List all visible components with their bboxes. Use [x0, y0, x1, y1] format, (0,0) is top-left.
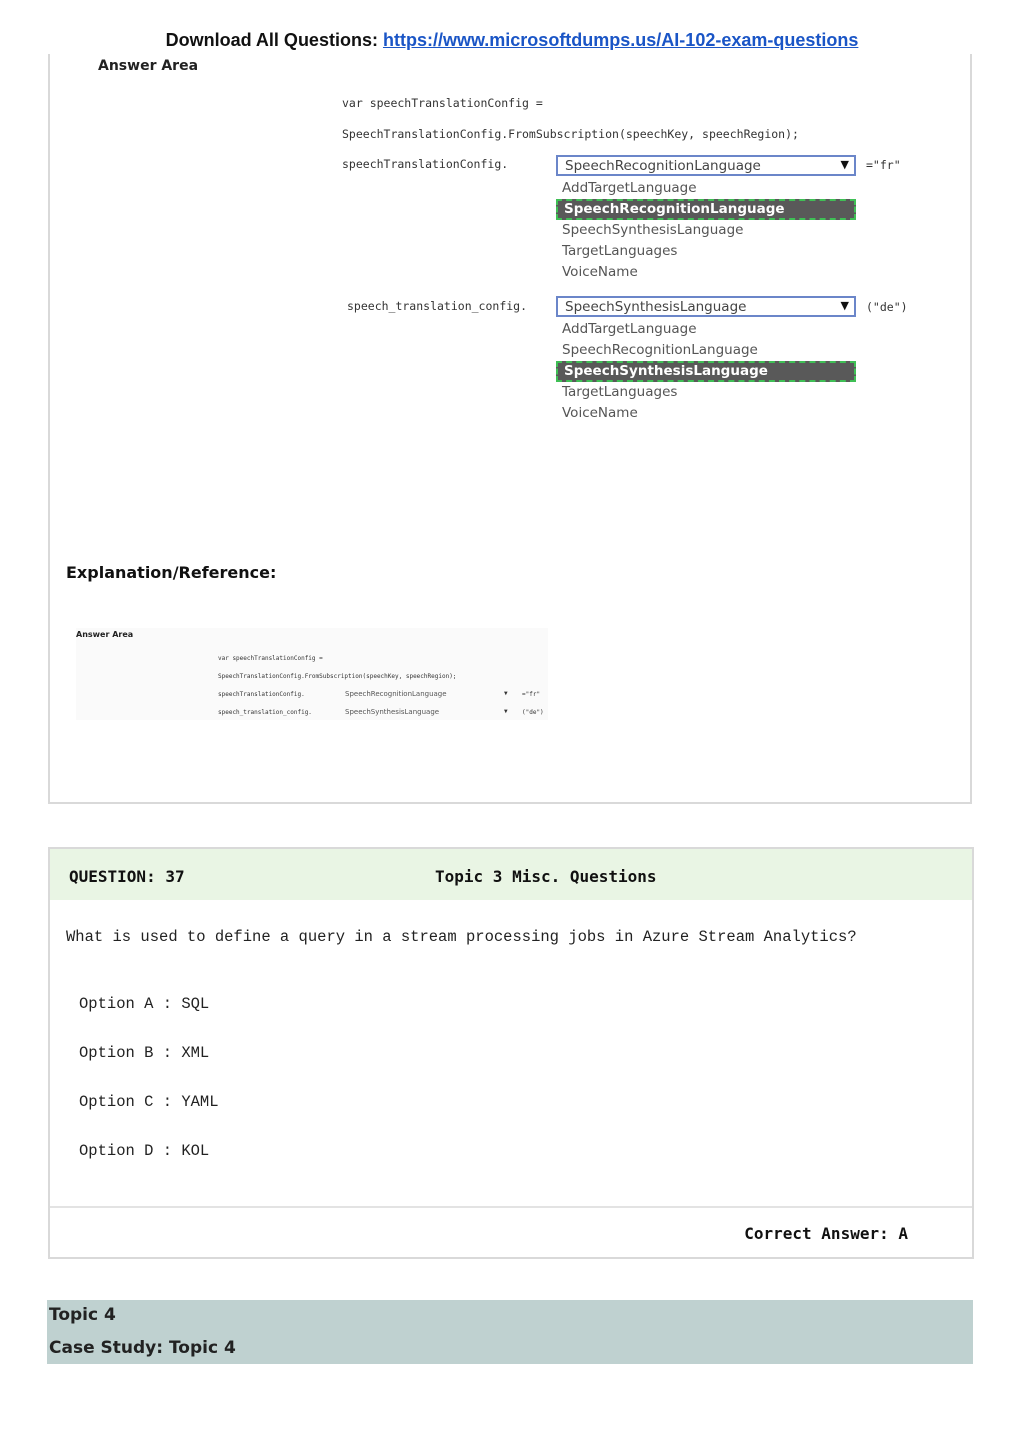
code-line-4: speech_translation_config. — [347, 299, 528, 313]
option-b: Option B : XML — [79, 1044, 210, 1062]
topic-4-banner — [47, 1300, 973, 1364]
dropdown2-option-selected[interactable]: SpeechSynthesisLanguage — [556, 361, 856, 382]
question-37-box — [48, 847, 974, 1259]
answer-divider — [50, 1206, 972, 1208]
option-a: Option A : SQL — [79, 995, 210, 1013]
mini-dropdown-arrow-icon: ▼ — [504, 708, 508, 715]
download-header — [0, 30, 1024, 51]
recognition-language-dropdown[interactable] — [556, 155, 856, 176]
explanation-answer-image — [76, 628, 548, 720]
dropdown2-option[interactable]: VoiceName — [562, 405, 638, 421]
dropdown1-option[interactable]: SpeechSynthesisLanguage — [562, 222, 744, 238]
mini-line-3-suffix: ="fr" — [522, 691, 541, 698]
answer-area-title: Answer Area — [98, 58, 199, 74]
question-text: What is used to define a query in a stream processing jobs in Azure Stream Analytics? — [66, 928, 857, 946]
mini-line-4-suffix: ("de") — [522, 709, 544, 716]
question-number: QUESTION: 37 — [69, 867, 185, 886]
explanation-title: Explanation/Reference: — [66, 563, 277, 582]
dropdown2-option[interactable]: AddTargetLanguage — [562, 321, 697, 337]
mini-code-line-4: speech_translation_config. — [218, 709, 312, 716]
mini-line-3-value: SpeechRecognitionLanguage — [345, 690, 447, 698]
dropdown-selected-value: SpeechSynthesisLanguage — [565, 299, 747, 315]
download-label: Download All Questions: — [165, 30, 378, 50]
dropdown-arrow-icon: ▼ — [840, 299, 849, 312]
dropdown1-option[interactable]: AddTargetLanguage — [562, 180, 697, 196]
code-line-4-suffix: ("de") — [866, 300, 908, 314]
code-line-1: var speechTranslationConfig = — [342, 96, 543, 110]
topic-title: Topic 4 — [49, 1305, 116, 1325]
synthesis-language-dropdown[interactable] — [556, 296, 856, 317]
mini-code-line-3: speechTranslationConfig. — [218, 691, 305, 698]
code-line-3: speechTranslationConfig. — [342, 157, 509, 171]
download-link[interactable]: https://www.microsoftdumps.us/AI-102-exam-questions — [382, 30, 859, 50]
mini-dropdown-arrow-icon: ▼ — [504, 690, 508, 697]
code-line-3-suffix: ="fr" — [866, 158, 901, 172]
dropdown2-option[interactable]: TargetLanguages — [562, 384, 678, 400]
option-d: Option D : KOL — [79, 1142, 210, 1160]
dropdown1-option[interactable]: VoiceName — [562, 264, 638, 280]
mini-code-line-2: SpeechTranslationConfig.FromSubscription(speechKey, speechRegion); — [218, 673, 457, 680]
dropdown-selected-value: SpeechRecognitionLanguage — [565, 158, 761, 174]
mini-line-4-value: SpeechSynthesisLanguage — [345, 708, 440, 716]
dropdown-arrow-icon: ▼ — [840, 158, 849, 171]
mini-answer-area-title: Answer Area — [76, 630, 134, 639]
question-header — [50, 849, 972, 900]
option-c: Option C : YAML — [79, 1093, 219, 1111]
code-line-2: SpeechTranslationConfig.FromSubscription(speechKey, speechRegion); — [342, 127, 799, 141]
dropdown1-option-selected[interactable]: SpeechRecognitionLanguage — [556, 199, 856, 220]
correct-answer: Correct Answer: A — [744, 1224, 908, 1243]
dropdown2-option[interactable]: SpeechRecognitionLanguage — [562, 342, 758, 358]
mini-code-line-1: var speechTranslationConfig = — [218, 655, 323, 662]
question-topic: Topic 3 Misc. Questions — [435, 867, 657, 886]
dropdown1-option[interactable]: TargetLanguages — [562, 243, 678, 259]
case-study-title: Case Study: Topic 4 — [49, 1338, 236, 1358]
